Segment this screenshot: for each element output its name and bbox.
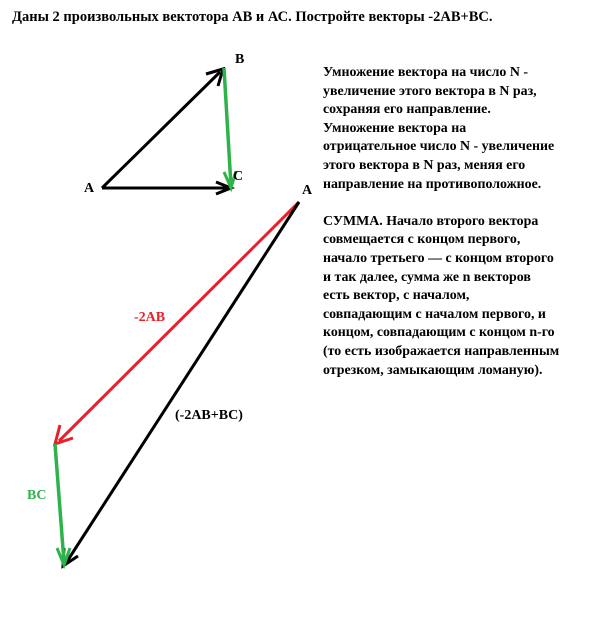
- point-a2-label: A: [302, 183, 313, 198]
- explanation-text: [323, 64, 601, 380]
- vector-sum: [63, 202, 299, 566]
- note-line: отрезком, замыкающим ломаную).: [323, 362, 543, 378]
- label-sum: (-2AB+BC): [175, 408, 243, 423]
- note-line: концом, совпадающим с концом n-го: [323, 325, 555, 341]
- paragraph-gap: [323, 194, 601, 213]
- note-line: увеличение этого вектора в N раз,: [323, 83, 537, 99]
- note-line: сохраняя его направление.: [323, 102, 491, 118]
- point-c-label: C: [233, 169, 244, 184]
- note-line: направление на противоположное.: [323, 176, 542, 192]
- label-bc: BC: [27, 488, 47, 503]
- note-line: СУММА. Начало второго вектора: [323, 213, 539, 229]
- note-line: Умножение вектора на число N -: [323, 65, 528, 80]
- point-b-label: B: [235, 52, 245, 67]
- vector-bc-translated: [55, 444, 70, 565]
- label-minus-2ab: -2AB: [134, 310, 166, 325]
- note-line: совпадающим с началом первого, и: [323, 306, 546, 322]
- note-line: совмещается с концом первого,: [323, 232, 521, 248]
- note-line: (то есть изображается направленным: [323, 343, 560, 359]
- vector-ab: [102, 69, 223, 188]
- note-line: есть вектор, с началом,: [323, 288, 470, 304]
- task-title: Даны 2 произвольных вектотора АВ и АС. Постройте векторы -2АВ+ВС.: [12, 9, 493, 25]
- note-line: и так далее, сумма же n векторов: [323, 269, 531, 285]
- point-a-label: A: [84, 181, 95, 196]
- note-line: начало третьего — с концом второго: [323, 250, 554, 266]
- note-line: Умножение вектора на: [323, 120, 467, 136]
- vector-ac: [102, 182, 231, 194]
- note-line: этого вектора в N раз, меняя его: [323, 157, 526, 173]
- note-line: отрицательное число N - увеличение: [323, 139, 555, 155]
